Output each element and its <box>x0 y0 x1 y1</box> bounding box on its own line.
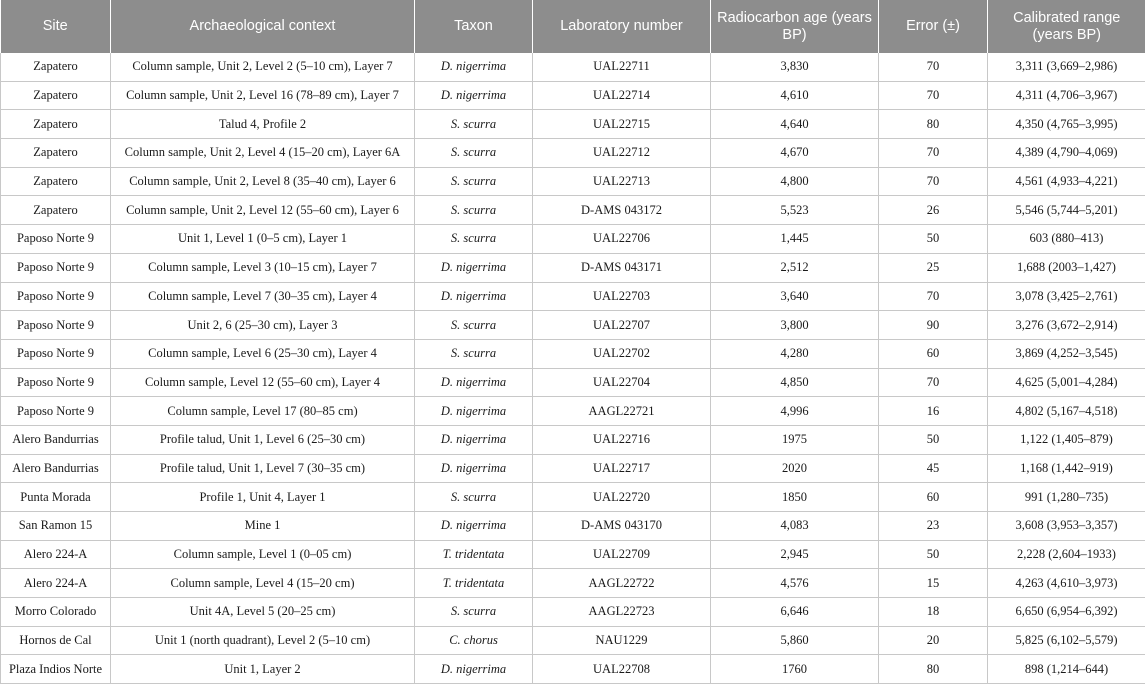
cell-error: 16 <box>879 397 988 426</box>
cell-radiocarbon-age: 4,640 <box>711 110 879 139</box>
cell-site: Paposo Norte 9 <box>1 397 111 426</box>
cell-error: 23 <box>879 512 988 541</box>
cell-error: 50 <box>879 225 988 254</box>
table-row <box>1 110 1145 139</box>
cell-calibrated-range: 1,168 (1,442–919) <box>988 454 1145 483</box>
cell-site: San Ramon 15 <box>1 512 111 541</box>
table-row <box>1 368 1145 397</box>
cell-radiocarbon-age: 3,800 <box>711 311 879 340</box>
cell-site: Zapatero <box>1 139 111 168</box>
cell-lab-number: UAL22716 <box>533 425 711 454</box>
cell-lab-number: UAL22709 <box>533 540 711 569</box>
cell-radiocarbon-age: 2,512 <box>711 253 879 282</box>
cell-error: 18 <box>879 598 988 627</box>
cell-context: Column sample, Level 4 (15–20 cm) <box>111 569 415 598</box>
cell-error: 70 <box>879 53 988 81</box>
cell-context: Unit 2, 6 (25–30 cm), Layer 3 <box>111 311 415 340</box>
cell-context: Column sample, Level 1 (0–05 cm) <box>111 540 415 569</box>
cell-taxon: D. nigerrima <box>415 425 533 454</box>
cell-context: Mine 1 <box>111 512 415 541</box>
cell-error: 26 <box>879 196 988 225</box>
table-row <box>1 81 1145 110</box>
table-header <box>1 0 1145 53</box>
cell-taxon: S. scurra <box>415 339 533 368</box>
cell-site: Alero Bandurrias <box>1 425 111 454</box>
cell-site: Morro Colorado <box>1 598 111 627</box>
cell-radiocarbon-age: 1850 <box>711 483 879 512</box>
table-row <box>1 626 1145 655</box>
cell-radiocarbon-age: 1,445 <box>711 225 879 254</box>
cell-error: 70 <box>879 282 988 311</box>
cell-error: 60 <box>879 339 988 368</box>
cell-radiocarbon-age: 4,996 <box>711 397 879 426</box>
cell-lab-number: UAL22703 <box>533 282 711 311</box>
cell-site: Paposo Norte 9 <box>1 253 111 282</box>
cell-radiocarbon-age: 2020 <box>711 454 879 483</box>
cell-context: Unit 1 (north quadrant), Level 2 (5–10 cm) <box>111 626 415 655</box>
cell-radiocarbon-age: 2,945 <box>711 540 879 569</box>
header-row <box>1 0 1145 53</box>
cell-taxon: D. nigerrima <box>415 368 533 397</box>
cell-lab-number: UAL22708 <box>533 655 711 684</box>
cell-calibrated-range: 3,311 (3,669–2,986) <box>988 53 1145 81</box>
cell-radiocarbon-age: 5,523 <box>711 196 879 225</box>
cell-lab-number: UAL22704 <box>533 368 711 397</box>
cell-context: Unit 1, Level 1 (0–5 cm), Layer 1 <box>111 225 415 254</box>
header-lab-number: Laboratory number <box>533 0 711 53</box>
cell-error: 80 <box>879 655 988 684</box>
cell-taxon: S. scurra <box>415 598 533 627</box>
cell-taxon: D. nigerrima <box>415 397 533 426</box>
cell-error: 70 <box>879 368 988 397</box>
table-row <box>1 569 1145 598</box>
cell-error: 45 <box>879 454 988 483</box>
cell-lab-number: NAU1229 <box>533 626 711 655</box>
cell-context: Column sample, Level 17 (80–85 cm) <box>111 397 415 426</box>
cell-taxon: D. nigerrima <box>415 454 533 483</box>
cell-taxon: D. nigerrima <box>415 53 533 81</box>
cell-site: Zapatero <box>1 81 111 110</box>
cell-site: Paposo Norte 9 <box>1 225 111 254</box>
table-row <box>1 253 1145 282</box>
cell-site: Paposo Norte 9 <box>1 339 111 368</box>
table-row <box>1 397 1145 426</box>
cell-lab-number: UAL22715 <box>533 110 711 139</box>
cell-lab-number: UAL22706 <box>533 225 711 254</box>
cell-context: Column sample, Level 7 (30–35 cm), Layer 4 <box>111 282 415 311</box>
cell-site: Paposo Norte 9 <box>1 311 111 340</box>
cell-lab-number: D-AMS 043172 <box>533 196 711 225</box>
cell-calibrated-range: 2,228 (2,604–1933) <box>988 540 1145 569</box>
cell-taxon: C. chorus <box>415 626 533 655</box>
cell-taxon: T. tridentata <box>415 540 533 569</box>
table-row <box>1 512 1145 541</box>
cell-lab-number: UAL22712 <box>533 139 711 168</box>
table-row <box>1 311 1145 340</box>
cell-site: Alero 224-A <box>1 569 111 598</box>
cell-radiocarbon-age: 5,860 <box>711 626 879 655</box>
cell-context: Profile talud, Unit 1, Level 7 (30–35 cm) <box>111 454 415 483</box>
cell-lab-number: UAL22720 <box>533 483 711 512</box>
cell-error: 70 <box>879 139 988 168</box>
cell-taxon: S. scurra <box>415 225 533 254</box>
cell-calibrated-range: 1,122 (1,405–879) <box>988 425 1145 454</box>
cell-context: Column sample, Unit 2, Level 8 (35–40 cm), Layer 6 <box>111 167 415 196</box>
cell-taxon: S. scurra <box>415 110 533 139</box>
cell-lab-number: AAGL22721 <box>533 397 711 426</box>
cell-radiocarbon-age: 6,646 <box>711 598 879 627</box>
cell-calibrated-range: 4,350 (4,765–3,995) <box>988 110 1145 139</box>
cell-lab-number: AAGL22722 <box>533 569 711 598</box>
cell-calibrated-range: 5,825 (6,102–5,579) <box>988 626 1145 655</box>
cell-error: 70 <box>879 167 988 196</box>
cell-lab-number: UAL22702 <box>533 339 711 368</box>
cell-calibrated-range: 603 (880–413) <box>988 225 1145 254</box>
cell-error: 25 <box>879 253 988 282</box>
table-row <box>1 196 1145 225</box>
cell-lab-number: UAL22707 <box>533 311 711 340</box>
table-body <box>1 53 1145 684</box>
cell-lab-number: D-AMS 043171 <box>533 253 711 282</box>
cell-radiocarbon-age: 4,576 <box>711 569 879 598</box>
cell-calibrated-range: 4,311 (4,706–3,967) <box>988 81 1145 110</box>
cell-error: 90 <box>879 311 988 340</box>
cell-site: Zapatero <box>1 196 111 225</box>
cell-taxon: T. tridentata <box>415 569 533 598</box>
cell-taxon: D. nigerrima <box>415 512 533 541</box>
cell-calibrated-range: 4,625 (5,001–4,284) <box>988 368 1145 397</box>
cell-radiocarbon-age: 4,670 <box>711 139 879 168</box>
cell-site: Plaza Indios Norte <box>1 655 111 684</box>
cell-radiocarbon-age: 1760 <box>711 655 879 684</box>
cell-calibrated-range: 898 (1,214–644) <box>988 655 1145 684</box>
table-row <box>1 540 1145 569</box>
cell-calibrated-range: 4,561 (4,933–4,221) <box>988 167 1145 196</box>
table-row <box>1 139 1145 168</box>
table-row <box>1 53 1145 81</box>
cell-lab-number: UAL22714 <box>533 81 711 110</box>
table-row <box>1 483 1145 512</box>
cell-radiocarbon-age: 3,640 <box>711 282 879 311</box>
cell-lab-number: D-AMS 043170 <box>533 512 711 541</box>
cell-site: Zapatero <box>1 167 111 196</box>
cell-context: Column sample, Level 12 (55–60 cm), Layer 4 <box>111 368 415 397</box>
table-row <box>1 454 1145 483</box>
cell-taxon: S. scurra <box>415 139 533 168</box>
cell-radiocarbon-age: 4,850 <box>711 368 879 397</box>
cell-context: Profile talud, Unit 1, Level 6 (25–30 cm) <box>111 425 415 454</box>
cell-error: 50 <box>879 425 988 454</box>
cell-lab-number: UAL22713 <box>533 167 711 196</box>
cell-context: Column sample, Unit 2, Level 12 (55–60 cm), Layer 6 <box>111 196 415 225</box>
cell-site: Alero 224-A <box>1 540 111 569</box>
header-taxon: Taxon <box>415 0 533 53</box>
cell-context: Profile 1, Unit 4, Layer 1 <box>111 483 415 512</box>
header-context: Archaeological context <box>111 0 415 53</box>
cell-radiocarbon-age: 4,083 <box>711 512 879 541</box>
cell-context: Column sample, Unit 2, Level 16 (78–89 cm), Layer 7 <box>111 81 415 110</box>
cell-context: Unit 1, Layer 2 <box>111 655 415 684</box>
cell-radiocarbon-age: 4,280 <box>711 339 879 368</box>
cell-taxon: S. scurra <box>415 167 533 196</box>
cell-context: Talud 4, Profile 2 <box>111 110 415 139</box>
cell-context: Column sample, Level 3 (10–15 cm), Layer 7 <box>111 253 415 282</box>
cell-taxon: S. scurra <box>415 483 533 512</box>
cell-calibrated-range: 3,869 (4,252–3,545) <box>988 339 1145 368</box>
cell-taxon: D. nigerrima <box>415 655 533 684</box>
cell-radiocarbon-age: 1975 <box>711 425 879 454</box>
cell-taxon: D. nigerrima <box>415 81 533 110</box>
cell-error: 20 <box>879 626 988 655</box>
cell-error: 60 <box>879 483 988 512</box>
cell-site: Paposo Norte 9 <box>1 282 111 311</box>
table-row <box>1 339 1145 368</box>
cell-calibrated-range: 1,688 (2003–1,427) <box>988 253 1145 282</box>
cell-taxon: D. nigerrima <box>415 282 533 311</box>
table-row <box>1 167 1145 196</box>
cell-radiocarbon-age: 4,800 <box>711 167 879 196</box>
cell-lab-number: UAL22717 <box>533 454 711 483</box>
cell-taxon: D. nigerrima <box>415 253 533 282</box>
cell-context: Unit 4A, Level 5 (20–25 cm) <box>111 598 415 627</box>
cell-radiocarbon-age: 3,830 <box>711 53 879 81</box>
cell-lab-number: UAL22711 <box>533 53 711 81</box>
cell-error: 50 <box>879 540 988 569</box>
cell-site: Alero Bandurrias <box>1 454 111 483</box>
cell-radiocarbon-age: 4,610 <box>711 81 879 110</box>
cell-lab-number: AAGL22723 <box>533 598 711 627</box>
cell-site: Punta Morada <box>1 483 111 512</box>
table-row <box>1 282 1145 311</box>
table-row <box>1 225 1145 254</box>
header-radiocarbon-age: Radiocarbon age (years BP) <box>711 0 879 53</box>
cell-context: Column sample, Unit 2, Level 2 (5–10 cm), Layer 7 <box>111 53 415 81</box>
cell-error: 80 <box>879 110 988 139</box>
cell-site: Zapatero <box>1 110 111 139</box>
cell-taxon: S. scurra <box>415 311 533 340</box>
cell-error: 70 <box>879 81 988 110</box>
cell-calibrated-range: 3,608 (3,953–3,357) <box>988 512 1145 541</box>
table-row <box>1 598 1145 627</box>
cell-site: Hornos de Cal <box>1 626 111 655</box>
cell-calibrated-range: 6,650 (6,954–6,392) <box>988 598 1145 627</box>
cell-calibrated-range: 3,078 (3,425–2,761) <box>988 282 1145 311</box>
table-row <box>1 655 1145 684</box>
cell-calibrated-range: 5,546 (5,744–5,201) <box>988 196 1145 225</box>
header-error: Error (±) <box>879 0 988 53</box>
cell-calibrated-range: 991 (1,280–735) <box>988 483 1145 512</box>
cell-calibrated-range: 3,276 (3,672–2,914) <box>988 311 1145 340</box>
table-row <box>1 425 1145 454</box>
cell-calibrated-range: 4,263 (4,610–3,973) <box>988 569 1145 598</box>
header-calibrated-range: Calibrated range (years BP) <box>988 0 1145 53</box>
cell-context: Column sample, Unit 2, Level 4 (15–20 cm), Layer 6A <box>111 139 415 168</box>
cell-calibrated-range: 4,802 (5,167–4,518) <box>988 397 1145 426</box>
cell-error: 15 <box>879 569 988 598</box>
cell-taxon: S. scurra <box>415 196 533 225</box>
cell-site: Paposo Norte 9 <box>1 368 111 397</box>
header-site: Site <box>1 0 111 53</box>
cell-context: Column sample, Level 6 (25–30 cm), Layer 4 <box>111 339 415 368</box>
cell-calibrated-range: 4,389 (4,790–4,069) <box>988 139 1145 168</box>
cell-site: Zapatero <box>1 53 111 81</box>
